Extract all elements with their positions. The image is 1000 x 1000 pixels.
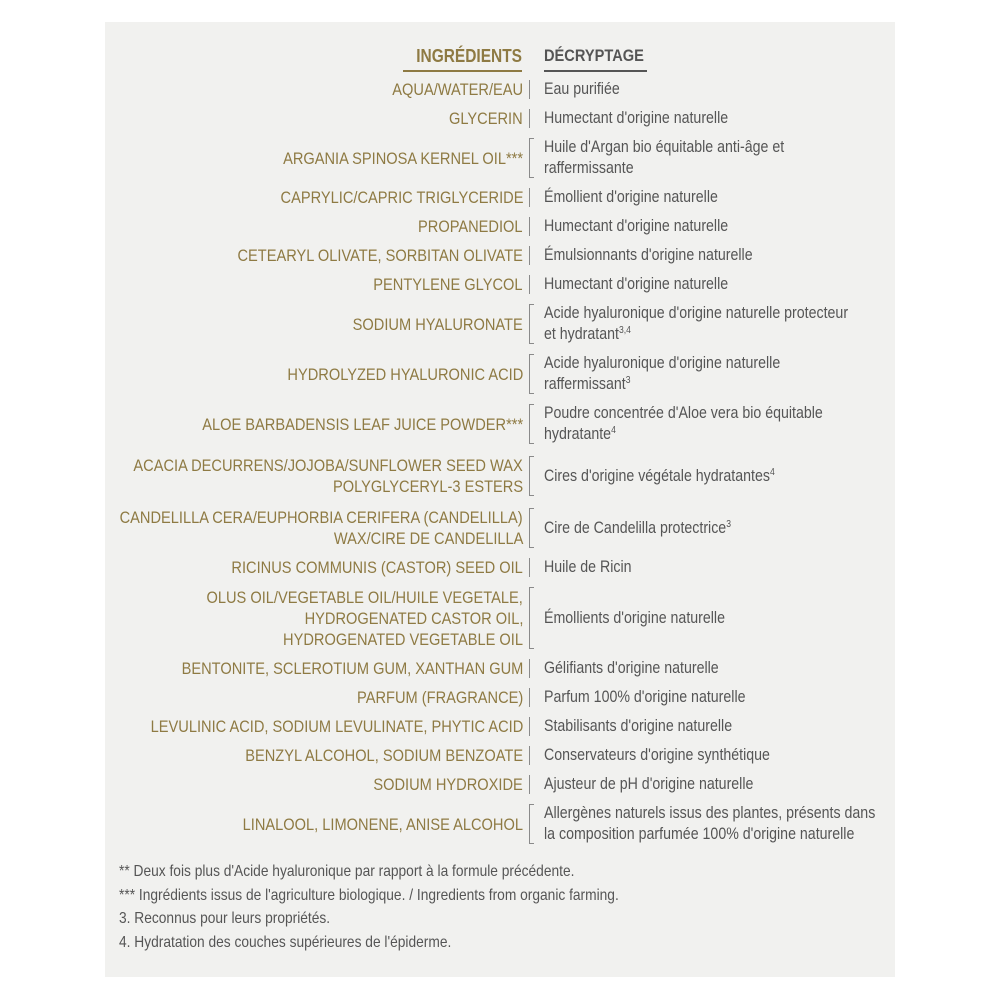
- ingredient-description: [544, 655, 944, 682]
- ingredient-description: [544, 554, 944, 581]
- ingredient-line: CAPRYLIC/CAPRIC TRIGLYCERIDE: [280, 188, 523, 207]
- ingredient-name: [155, 583, 523, 653]
- ingredient-line: PENTYLENE GLYCOL: [373, 275, 523, 294]
- description-line: [544, 137, 784, 158]
- ingredient-line: SODIUM HYDROXIDE: [373, 775, 523, 794]
- ingredients-header: [180, 46, 522, 72]
- description-text: Acide hyaluronique d'origine naturelle: [544, 354, 781, 372]
- ingredient-name: [401, 213, 523, 240]
- description-line: [544, 774, 753, 795]
- ingredient-name: [200, 742, 523, 769]
- description-text: Humectant d'origine naturelle: [544, 275, 729, 293]
- row-bracket: [529, 354, 534, 394]
- table-row: [0, 184, 1000, 211]
- row-bracket: [529, 275, 534, 294]
- footnote-reference: 3: [726, 518, 731, 530]
- ingredient-description: [544, 400, 944, 448]
- ingredient-description: [544, 213, 944, 240]
- table-row: [0, 504, 1000, 552]
- ingredient-name: [150, 400, 523, 448]
- description-text: Humectant d'origine naturelle: [544, 217, 729, 235]
- ingredient-description: [544, 800, 944, 848]
- ingredient-line: CANDELILLA CERA/EUPHORBIA CERIFERA (CANDELILLA): [120, 508, 523, 527]
- ingredient-description: [544, 771, 944, 798]
- ingredient-line: ACACIA DECURRENS/JOJOBA/SUNFLOWER SEED WAX: [133, 456, 523, 475]
- table-row: [0, 800, 1000, 848]
- row-bracket: [529, 109, 534, 128]
- description-line: [544, 424, 616, 445]
- table-row: [0, 655, 1000, 682]
- description-text: raffermissante: [544, 159, 634, 177]
- description-text: hydratante: [544, 425, 612, 443]
- description-text: Ajusteur de pH d'origine naturelle: [544, 775, 754, 793]
- description-line: [544, 158, 634, 179]
- footnotes: [119, 860, 700, 954]
- table-row: [0, 242, 1000, 269]
- description-line: [544, 324, 631, 345]
- description-text: Émollient d'origine naturelle: [544, 188, 718, 206]
- description-line: [544, 403, 823, 424]
- ingredient-name: [241, 184, 523, 211]
- ingredient-description: [544, 742, 944, 769]
- ingredient-name: [126, 655, 523, 682]
- ingredient-description: [544, 271, 944, 298]
- ingredient-name: [349, 271, 523, 298]
- row-bracket: [529, 80, 534, 99]
- row-bracket: [529, 688, 534, 707]
- ingredient-line: HYDROGENATED CASTOR OIL,: [304, 608, 523, 628]
- ingredient-line: ALOE BARBADENSIS LEAF JUICE POWDER***: [202, 414, 523, 434]
- description-line: [544, 274, 728, 295]
- table-row: [0, 684, 1000, 711]
- table-row: [0, 350, 1000, 398]
- description-text: Conservateurs d'origine synthétique: [544, 746, 770, 764]
- row-bracket: [529, 304, 534, 344]
- footnote: 3. Reconnus pour leurs propriétés.: [119, 910, 331, 927]
- table-row: [0, 271, 1000, 298]
- table-row: [0, 742, 1000, 769]
- row-bracket: [529, 508, 534, 548]
- ingredient-line: BENTONITE, SCLEROTIUM GUM, XANTHAN GUM: [181, 659, 523, 678]
- table-row: [0, 452, 1000, 500]
- ingredient-description: [544, 504, 944, 552]
- description-text: Émollients d'origine naturelle: [544, 608, 725, 627]
- ingredient-name: [54, 504, 523, 552]
- ingredient-line: CETEARYL OLIVATE, SORBITAN OLIVATE: [237, 246, 523, 265]
- ingredient-line: BENZYL ALCOHOL, SODIUM BENZOATE: [245, 746, 523, 765]
- row-bracket: [529, 404, 534, 444]
- ingredient-description: [544, 684, 944, 711]
- description-text: la composition parfumée 100% d'origine naturelle: [544, 825, 855, 843]
- table-row: [0, 554, 1000, 581]
- description-text: et hydratant: [544, 325, 619, 343]
- ingredient-name: [244, 134, 523, 182]
- ingredient-line: HYDROLYZED HYALURONIC ACID: [287, 364, 523, 384]
- decode-title-underline: [544, 70, 647, 72]
- table-row: [0, 713, 1000, 740]
- description-text: Humectant d'origine naturelle: [544, 109, 729, 127]
- description-line: [544, 687, 745, 708]
- description-line: [544, 108, 728, 129]
- table-row: [0, 583, 1000, 653]
- row-bracket: [529, 217, 534, 236]
- ingredient-line: HYDROGENATED VEGETABLE OIL: [283, 629, 523, 649]
- ingredient-name: [437, 105, 523, 132]
- description-line: [544, 557, 632, 578]
- description-line: [544, 518, 731, 539]
- decode-title: DÉCRYPTAGE: [544, 46, 644, 65]
- description-line: [544, 79, 620, 100]
- row-bracket: [529, 775, 534, 794]
- ingredient-line: SODIUM HYALURONATE: [352, 314, 523, 334]
- description-text: raffermissant: [544, 375, 626, 393]
- table-row: [0, 105, 1000, 132]
- table-row: [0, 76, 1000, 103]
- description-text: Gélifiants d'origine naturelle: [544, 659, 719, 677]
- description-line: [544, 745, 770, 766]
- description-line: [544, 216, 728, 237]
- row-bracket: [529, 246, 534, 265]
- decode-header: [544, 46, 844, 72]
- description-line: [544, 374, 631, 395]
- row-bracket: [529, 659, 534, 678]
- footnote-reference: 3: [625, 375, 631, 386]
- footnote-reference: 4: [611, 425, 616, 436]
- ingredient-description: [544, 583, 944, 653]
- ingredient-line: AQUA/WATER/EAU: [392, 80, 523, 99]
- table-row: [0, 771, 1000, 798]
- footnote-reference: 3,4: [618, 325, 631, 336]
- ingredient-description: [544, 300, 944, 348]
- ingredient-name: [197, 800, 523, 848]
- ingredient-line: GLYCERIN: [449, 109, 523, 128]
- table-row: [0, 213, 1000, 240]
- footnote: ** Deux fois plus d'Acide hyaluronique par rapport à la formule précédente.: [119, 863, 575, 880]
- row-bracket: [529, 804, 534, 844]
- ingredient-name: [349, 771, 523, 798]
- ingredient-description: [544, 242, 944, 269]
- ingredient-description: [544, 105, 944, 132]
- footnote: *** Ingrédients issus de l'agriculture biologique. / Ingredients from organic farming.: [119, 886, 619, 904]
- ingredient-description: [544, 134, 944, 182]
- description-line: [544, 716, 732, 737]
- table-row: [0, 400, 1000, 448]
- ingredients-title-underline: [403, 70, 522, 72]
- ingredient-line: RICINUS COMMUNIS (CASTOR) SEED OIL: [231, 558, 523, 577]
- ingredient-line: PARFUM (FRAGRANCE): [356, 688, 523, 707]
- footnote: 4. Hydratation des couches supérieures de l'épiderme.: [119, 933, 452, 951]
- description-line: [544, 658, 719, 679]
- description-text: Poudre concentrée d'Aloe vera bio équitable: [544, 404, 823, 422]
- description-text: Cires d'origine végétale hydratantes: [544, 466, 770, 485]
- description-line: [544, 608, 725, 629]
- description-text: Cire de Candelilla protectrice: [544, 518, 727, 537]
- ingredient-description: [544, 452, 944, 500]
- row-bracket: [529, 138, 534, 178]
- description-text: Acide hyaluronique d'origine naturelle protecteur: [544, 304, 849, 322]
- description-line: [544, 824, 854, 845]
- ingredient-line: OLUS OIL/VEGETABLE OIL/HUILE VEGETALE,: [206, 587, 523, 607]
- description-text: Huile d'Argan bio équitable anti-âge et: [544, 138, 785, 156]
- description-text: Stabilisants d'origine naturelle: [544, 717, 733, 735]
- row-bracket: [529, 456, 534, 496]
- description-line: [544, 245, 753, 266]
- row-bracket: [529, 558, 534, 577]
- ingredient-description: [544, 184, 944, 211]
- description-text: Émulsionnants d'origine naturelle: [544, 246, 753, 264]
- row-bracket: [529, 746, 534, 765]
- ingredient-line: WAX/CIRE DE CANDELILLA: [333, 529, 523, 548]
- ingredient-line: LEVULINIC ACID, SODIUM LEVULINATE, PHYTIC ACID: [150, 717, 523, 736]
- ingredient-description: [544, 350, 944, 398]
- ingredient-line: LINALOOL, LIMONENE, ANISE ALCOHOL: [242, 814, 523, 834]
- description-line: [544, 303, 848, 324]
- footnote-reference: 4: [769, 466, 775, 478]
- ingredient-name: [249, 350, 523, 398]
- row-bracket: [529, 587, 534, 649]
- description-line: [544, 353, 780, 374]
- ingredient-line: ARGANIA SPINOSA KERNEL OIL***: [283, 148, 523, 168]
- description-text: Eau purifiée: [544, 80, 620, 98]
- table-row: [0, 300, 1000, 348]
- ingredient-name: [371, 76, 523, 103]
- ingredient-name: [191, 242, 523, 269]
- ingredient-name: [330, 684, 523, 711]
- ingredient-line: POLYGLYCERYL-3 ESTERS: [332, 477, 523, 496]
- description-text: Huile de Ricin: [544, 558, 632, 576]
- ingredient-name: [90, 713, 523, 740]
- ingredients-title: INGRÉDIENTS: [416, 46, 522, 66]
- description-text: Parfum 100% d'origine naturelle: [544, 688, 746, 706]
- description-line: [544, 803, 875, 824]
- ingredient-name: [184, 554, 523, 581]
- ingredient-description: [544, 76, 944, 103]
- ingredient-description: [544, 713, 944, 740]
- ingredient-name: [70, 452, 523, 500]
- description-line: [544, 466, 775, 487]
- description-line: [544, 187, 718, 208]
- row-bracket: [529, 188, 534, 207]
- ingredient-name: [325, 300, 523, 348]
- table-row: [0, 134, 1000, 182]
- ingredient-line: PROPANEDIOL: [418, 217, 523, 236]
- description-text: Allergènes naturels issus des plantes, présents dans: [544, 804, 876, 822]
- row-bracket: [529, 717, 534, 736]
